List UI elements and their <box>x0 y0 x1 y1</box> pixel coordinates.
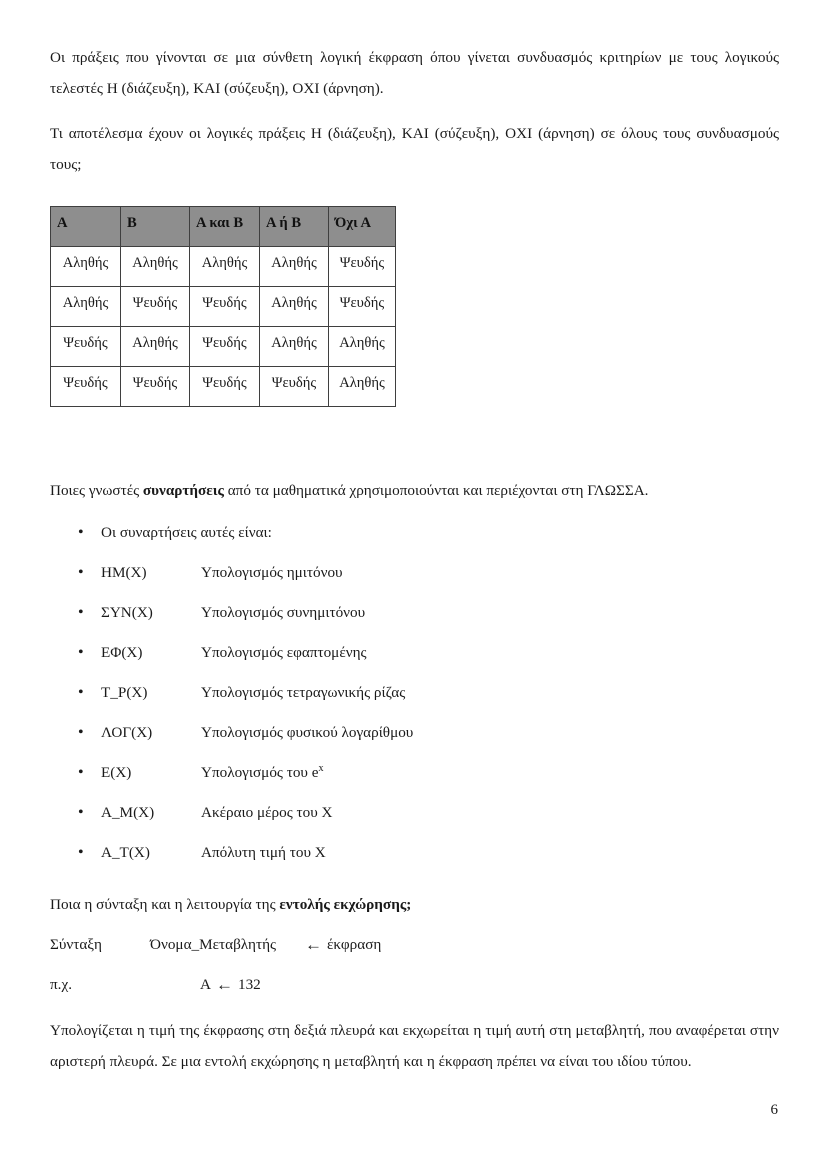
table-cell: Αληθής <box>121 247 190 287</box>
bullet-icon: • <box>78 604 84 621</box>
left-arrow-icon: ← <box>215 975 233 994</box>
function-description: Υπολογισμός εφαπτομένης <box>201 644 367 661</box>
bullet-icon: • <box>78 684 84 701</box>
function-name: ΗΜ(Χ) <box>101 564 147 581</box>
list-item <box>50 683 779 723</box>
table-header-cell: Α και Β <box>190 207 260 247</box>
syntax-expression: έκφραση <box>327 936 382 953</box>
bullet-icon: • <box>78 804 84 821</box>
table-cell: Αληθής <box>51 247 121 287</box>
function-name: Α_Μ(Χ) <box>101 804 155 821</box>
truth-table <box>50 206 396 407</box>
paragraph-intro-2: Τι αποτέλεσμα έχουν οι λογικές πράξεις Η (διάζευξη), ΚΑΙ (σύζευξη), ΟΧΙ (άρνηση) σε όλους τους συνδυασμούς τους; <box>50 125 779 173</box>
table-cell: Ψευδής <box>51 367 121 407</box>
bullet-icon: • <box>78 564 84 581</box>
table-row <box>51 287 396 327</box>
list-item <box>50 643 779 683</box>
functions-question <box>50 481 779 501</box>
function-description: Απόλυτη τιμή του Χ <box>201 844 326 861</box>
bullet-icon: • <box>78 764 84 781</box>
list-item <box>50 763 779 803</box>
table-cell: Ψευδής <box>329 287 396 327</box>
function-description: Ακέραιο μέρος του Χ <box>201 804 333 821</box>
paragraph-final: Υπολογίζεται η τιμή της έκφρασης στη δεξιά πλευρά και εκχωρείται η τιμή αυτή στη μεταβλητή, που αναφέρεται στην αριστερή πλευρά. Σε μια εντολή εκχώρησης η μεταβλητή και η έκφραση πρέπει να είναι του ιδίου τύπου. <box>50 1022 779 1070</box>
function-description: Υπολογισμός ημιτόνου <box>201 564 343 581</box>
table-row <box>51 247 396 287</box>
function-description <box>201 763 324 783</box>
table-header-cell: Α ή Β <box>260 207 329 247</box>
table-cell: Αληθής <box>51 287 121 327</box>
table-header-cell: Όχι Α <box>329 207 396 247</box>
exponent-superscript: x <box>318 762 324 774</box>
page-number: 6 <box>770 1102 778 1118</box>
table-cell: Αληθής <box>260 287 329 327</box>
table-cell: Αληθής <box>260 247 329 287</box>
paragraph-intro-1: Οι πράξεις που γίνονται σε μια σύνθετη λογική έκφραση όπου γίνεται συνδυασμός κριτηρίων με τους λογικούς τελεστές Η (διάζευξη), ΚΑΙ (σύζευξη), ΟΧΙ (άρνηση). <box>50 49 779 97</box>
table-header-row <box>51 207 396 247</box>
assignment-question <box>50 895 779 915</box>
function-description-text: Υπολογισμός του e <box>201 764 319 781</box>
function-description: Υπολογισμός τετραγωνικής ρίζας <box>201 684 406 701</box>
list-item <box>50 803 779 843</box>
table-cell: Αληθής <box>260 327 329 367</box>
table-cell: Αληθής <box>329 327 396 367</box>
table-cell: Ψευδής <box>260 367 329 407</box>
table-cell: Ψευδής <box>190 287 260 327</box>
functions-question-part-2: από τα μαθηματικά χρησιμοποιούνται και περιέχονται στη ΓΛΩΣΣΑ. <box>223 482 649 499</box>
table-cell: Ψευδής <box>329 247 396 287</box>
list-item <box>50 723 779 763</box>
table-cell: Ψευδής <box>51 327 121 367</box>
truth-table-head <box>51 207 396 247</box>
assignment-question-part-1: Ποια η σύνταξη και η λειτουργία της <box>50 896 280 913</box>
functions-question-emphasis: συναρτήσεις <box>142 482 224 499</box>
syntax-label: Σύνταξη <box>50 936 102 953</box>
function-description: Υπολογισμός συνημιτόνου <box>201 604 366 621</box>
table-row <box>51 327 396 367</box>
bullet-icon: • <box>78 644 84 661</box>
list-item <box>50 843 779 883</box>
example-row <box>50 975 779 1015</box>
function-name: ΕΦ(Χ) <box>101 644 143 661</box>
function-name: ΣΥΝ(Χ) <box>101 604 153 621</box>
truth-table-wrapper <box>50 206 779 407</box>
syntax-row <box>50 935 779 975</box>
table-header-cell: Α <box>51 207 121 247</box>
function-name: Α_Τ(Χ) <box>101 844 150 861</box>
syntax-variable-name: Όνομα_Μεταβλητής <box>150 936 277 953</box>
section-spacer <box>50 407 779 481</box>
function-name: Ε(Χ) <box>101 764 132 781</box>
table-row <box>51 367 396 407</box>
left-arrow-icon: ← <box>305 935 322 954</box>
table-cell: Αληθής <box>329 367 396 407</box>
table-header-cell: Β <box>121 207 190 247</box>
bullet-icon: • <box>78 724 84 741</box>
table-cell: Ψευδής <box>121 367 190 407</box>
list-item <box>50 603 779 643</box>
bullet-icon: • <box>78 524 84 541</box>
functions-question-part-1: Ποιες γνωστές <box>50 482 143 499</box>
truth-table-body <box>51 247 396 407</box>
list-item-label: Οι συναρτήσεις αυτές είναι: <box>101 524 272 541</box>
example-value: 132 <box>237 976 261 993</box>
list-item-intro <box>50 523 779 563</box>
example-label: π.χ. <box>50 976 73 993</box>
assignment-question-emphasis: εντολής εκχώρησης; <box>279 896 412 913</box>
function-name: ΛΟΓ(Χ) <box>101 724 153 741</box>
bullet-icon: • <box>78 844 84 861</box>
page-content <box>50 42 779 1077</box>
example-variable-name: Α <box>200 976 211 993</box>
functions-list <box>50 523 779 883</box>
table-cell: Ψευδής <box>190 327 260 367</box>
list-item <box>50 563 779 603</box>
function-description: Υπολογισμός φυσικού λογαρίθμου <box>201 724 414 741</box>
table-cell: Ψευδής <box>121 287 190 327</box>
table-cell: Ψευδής <box>190 367 260 407</box>
table-cell: Αληθής <box>190 247 260 287</box>
table-cell: Αληθής <box>121 327 190 367</box>
function-name: Τ_Ρ(Χ) <box>101 684 148 701</box>
